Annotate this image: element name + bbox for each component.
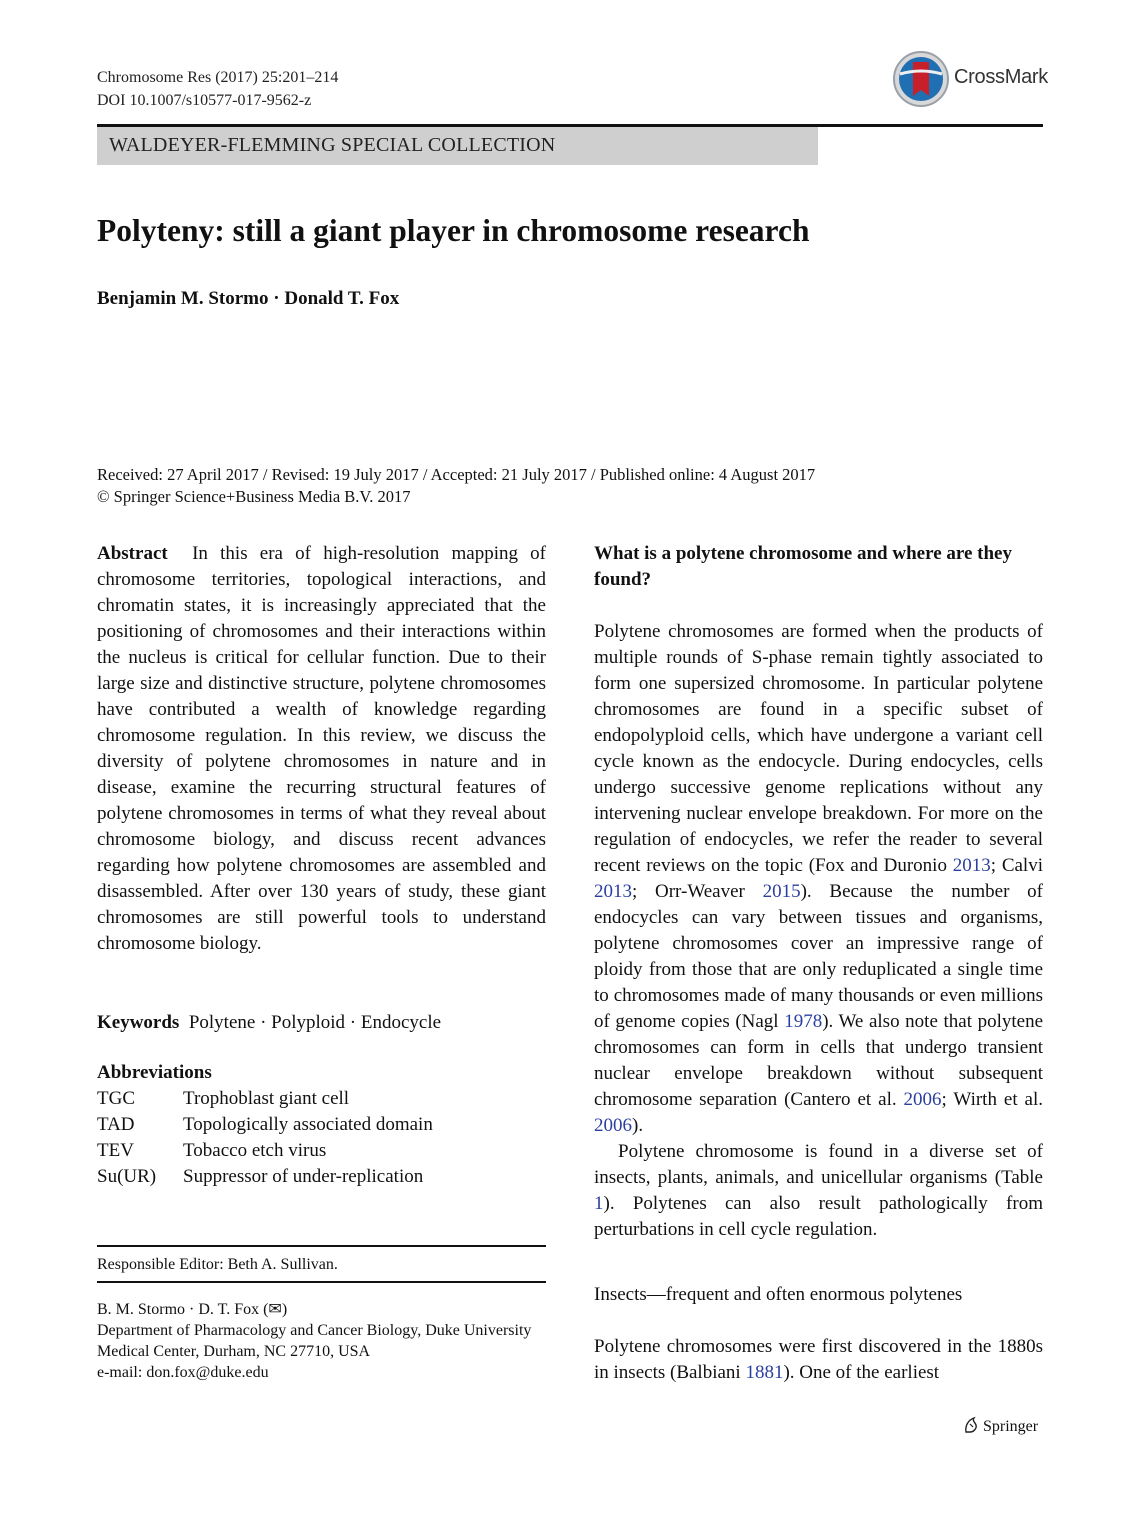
abstract-label: Abstract <box>97 543 168 564</box>
journal-citation: Chromosome Res (2017) 25:201–214 <box>97 69 339 86</box>
collection-label: WALDEYER-FLEMMING SPECIAL COLLECTION <box>109 134 556 156</box>
section-heading: What is a polytene chromosome and where are they found? <box>594 543 1012 590</box>
right-column <box>594 541 1043 1386</box>
copyright-line: © Springer Science+Business Media B.V. 2017 <box>97 487 411 506</box>
citation-link[interactable]: 2013 <box>952 855 991 876</box>
crossmark-label: CrossMark <box>954 66 1048 88</box>
collection-banner <box>97 127 818 165</box>
abbreviation-term: TAD <box>97 1114 135 1135</box>
abstract <box>97 541 546 957</box>
publication-dates <box>97 464 815 508</box>
abbreviation-term: TGC <box>97 1088 135 1109</box>
section-paragraph <box>594 1334 1043 1386</box>
publisher-name: Springer <box>983 1418 1039 1435</box>
text-run: ; Wirth et al. <box>941 1089 1043 1110</box>
affiliation: Department of Pharmacology and Cancer Biology, Duke University Medical Center, Durham, NC 27710, USA <box>97 1322 532 1360</box>
abbreviation-meaning: Topologically associated domain <box>183 1114 433 1135</box>
citation-link[interactable]: 1978 <box>784 1011 823 1032</box>
table-link[interactable]: 1 <box>594 1193 604 1214</box>
text-run: ). We also note that polytene chromosomes can form in cells that undergo transient nuclear envelope breakdown without subsequent chromosome separation (Cantero et al. <box>594 1011 1044 1110</box>
section-paragraph <box>594 1139 1043 1243</box>
email[interactable]: e-mail: don.fox@duke.edu <box>97 1364 269 1381</box>
subsection-heading: Insects—frequent and often enormous polytenes <box>594 1284 963 1305</box>
history-dates: Received: 27 April 2017 / Revised: 19 July 2017 / Accepted: 21 July 2017 / Published online: 4 August 2017 <box>97 465 816 484</box>
text-run: ; Orr-Weaver <box>632 881 763 902</box>
crossmark-icon <box>892 50 950 108</box>
text-run: ). One of the earliest <box>783 1362 940 1383</box>
keywords <box>97 1010 546 1036</box>
abbreviation-row <box>97 1164 546 1190</box>
doi[interactable]: DOI 10.1007/s10577-017-9562-z <box>97 92 312 109</box>
text-run: Polytene chromosomes are formed when the products of multiple rounds of S-phase remain tightly associated to form one supersized chromosome. In particular polytene chromosomes are found in a specific subset of endopolyploid cells, which have undergone a variant cell cycle known as the endocycle. During endocycles, cells undergo successive genome replications without any intervening nuclear envelope breakdown. For more on the regulation of endocycles, we refer the reader to several recent reviews on the topic (Fox and Duronio <box>594 621 1043 876</box>
citation-link[interactable]: 2006 <box>903 1089 942 1110</box>
crossmark-badge[interactable] <box>892 50 1048 108</box>
citation-link[interactable]: 2015 <box>762 881 801 902</box>
article-title: Polyteny: still a giant player in chromosome research <box>97 213 810 248</box>
text-run: ). Polytenes can also result pathologically from perturbations in cell cycle regulation. <box>594 1193 1043 1240</box>
abbreviation-row <box>97 1086 546 1112</box>
text-run: ). Because the number of endocycles can vary between tissues and organisms, polytene chromosomes cover an impressive range of ploidy from those that are only reduplicated a single time to chromosomes made of many thousands or even millions of genome copies (Nagl <box>594 881 1043 1032</box>
footnote-rule-bottom <box>97 1281 546 1283</box>
abbreviation-row <box>97 1112 546 1138</box>
abbreviations-label: Abbreviations <box>97 1062 212 1083</box>
text-run: Polytene chromosomes were first discovered in the 1880s in insects (Balbiani <box>594 1336 1043 1383</box>
abbreviation-term: TEV <box>97 1140 134 1161</box>
citation-link[interactable]: 2006 <box>594 1115 632 1136</box>
citation-link[interactable]: 2013 <box>594 881 632 902</box>
footnote-rule-top <box>97 1245 546 1247</box>
responsible-editor: Responsible Editor: Beth A. Sullivan. <box>97 1256 338 1273</box>
abbreviation-term: Su(UR) <box>97 1166 157 1187</box>
springer-horse-icon <box>963 1416 979 1434</box>
citation-link[interactable]: 1881 <box>745 1362 784 1383</box>
section-paragraph <box>594 619 1043 1139</box>
keywords-label: Keywords <box>97 1012 180 1033</box>
author-list: Benjamin M. Stormo · Donald T. Fox <box>97 288 400 309</box>
text-run: Polytene chromosome is found in a diverse set of insects, plants, animals, and unicellular organisms (Table <box>594 1141 1043 1188</box>
abbreviations <box>97 1060 546 1190</box>
text-run: ; Calvi <box>990 855 1043 876</box>
text-run: ). <box>632 1115 644 1136</box>
abbreviation-meaning: Trophoblast giant cell <box>183 1088 350 1109</box>
abbreviation-meaning: Suppressor of under-replication <box>183 1166 424 1187</box>
correspondence <box>97 1299 546 1383</box>
abbreviation-row <box>97 1138 546 1164</box>
left-column <box>97 541 546 1190</box>
keywords-text: Polytene · Polyploid · Endocycle <box>188 1012 442 1033</box>
abstract-text: In this era of high-resolution mapping of chromosome territories, topological interactions, and chromatin states, it is increasingly appreciated that the positioning of chromosomes and their interactions within the nucleus is critical for cellular function. Due to their large size and distinctive structure, polytene chromosomes have contributed a wealth of knowledge regarding chromosome regulation. In this review, we discuss the diversity of polytene chromosomes in nature and in disease, examine the recurring structural features of polytene chromosomes in terms of what they reveal about chromosome biology, and discuss recent advances regarding how polytene chromosomes are assembled and disassembled. After over 130 years of study, these giant chromosomes are still powerful tools to understand chromosome biology. <box>97 543 547 954</box>
correspondence-authors: B. M. Stormo · D. T. Fox (✉) <box>97 1301 288 1318</box>
abbreviation-meaning: Tobacco etch virus <box>183 1140 327 1161</box>
publisher-mark <box>963 1416 1038 1436</box>
